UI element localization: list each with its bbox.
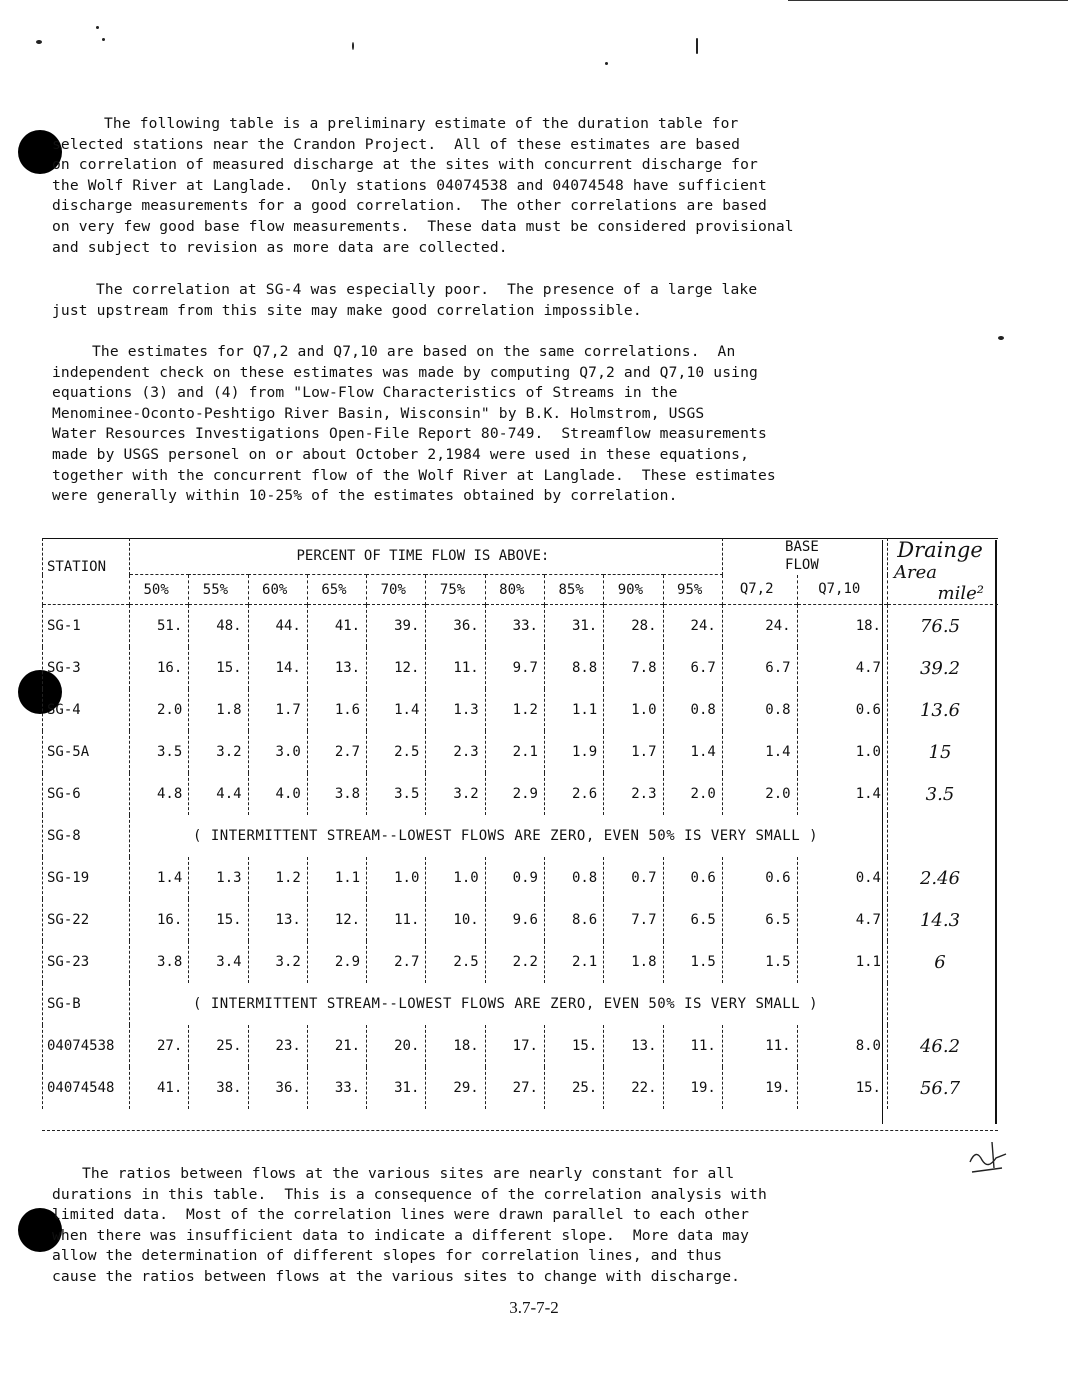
- drainage-area-cell: 76.5: [919, 615, 961, 637]
- value-cell: 4.8: [130, 773, 189, 815]
- value-cell: 7.7: [604, 899, 663, 941]
- value-cell: 4.7: [797, 899, 887, 941]
- value-cell: 33.: [485, 605, 544, 648]
- drainage-area-cell: [888, 983, 999, 1025]
- value-cell: 6.5: [722, 899, 797, 941]
- value-cell: 3.8: [307, 773, 366, 815]
- value-cell: 1.2: [248, 857, 307, 899]
- value-cell: 24.: [722, 605, 797, 648]
- value-cell: 6.5: [663, 899, 722, 941]
- value-cell: 4.0: [248, 773, 307, 815]
- base-flow-header-2: FLOW: [785, 557, 819, 573]
- text-line: on very few good base flow measurements. These data must be considered provisional: [52, 217, 794, 235]
- table-row: [43, 983, 999, 1025]
- value-cell: 1.1: [544, 689, 603, 731]
- column-header: 50%: [130, 575, 189, 605]
- drainage-header-line-1: Drainge: [897, 538, 983, 562]
- station-cell: 04074538: [43, 1025, 130, 1067]
- text-line: cause the ratios between flows at the various sites to change with discharge.: [52, 1267, 741, 1285]
- drainage-area-cell: 14.3: [919, 909, 961, 931]
- column-header: 95%: [663, 575, 722, 605]
- value-cell: 1.2: [485, 689, 544, 731]
- value-cell: 1.7: [604, 731, 663, 773]
- text-line: just upstream from this site may make good correlation impossible.: [52, 301, 642, 319]
- value-cell: 1.1: [797, 941, 887, 983]
- page-number: 3.7-7-2: [509, 1298, 559, 1317]
- text-line: when there was insufficient data to indicate a different slope. More data may: [52, 1226, 750, 1244]
- text-line: independent check on these estimates was made by computing Q7,2 and Q7,10 using: [52, 363, 758, 381]
- text-line: The following table is a preliminary estimate of the duration table for: [104, 115, 739, 132]
- value-cell: 25.: [189, 1025, 248, 1067]
- table-row: [43, 1067, 999, 1109]
- column-header: 55%: [189, 575, 248, 605]
- value-cell: 36.: [426, 605, 485, 648]
- value-cell: 0.6: [722, 857, 797, 899]
- value-cell: 1.6: [307, 689, 366, 731]
- drainage-header: [888, 538, 999, 605]
- column-header: Q7,2: [722, 575, 797, 605]
- column-header: 65%: [307, 575, 366, 605]
- value-cell: 12.: [307, 899, 366, 941]
- value-cell: 1.0: [797, 731, 887, 773]
- scan-speck: [96, 26, 99, 29]
- value-cell: 0.7: [604, 857, 663, 899]
- value-cell: 3.2: [426, 773, 485, 815]
- column-header: 75%: [426, 575, 485, 605]
- value-cell: 0.6: [797, 689, 887, 731]
- value-cell: 2.1: [485, 731, 544, 773]
- value-cell: 13.: [307, 647, 366, 689]
- value-cell: 2.2: [485, 941, 544, 983]
- intro-paragraph: [52, 114, 892, 258]
- value-cell: 1.3: [426, 689, 485, 731]
- text-line: Menominee-Oconto-Peshtigo River Basin, Wisconsin" by B.K. Holmstrom, USGS: [52, 404, 705, 422]
- value-cell: 15.: [189, 647, 248, 689]
- text-line: together with the concurrent flow of the Wolf River at Langlade. These estimates: [52, 466, 776, 484]
- table-bottom-rule: [42, 1130, 998, 1131]
- value-cell: 1.0: [367, 857, 426, 899]
- value-cell: 11.: [367, 899, 426, 941]
- value-cell: 28.: [604, 605, 663, 648]
- value-cell: 17.: [485, 1025, 544, 1067]
- value-cell: 1.7: [248, 689, 307, 731]
- station-cell: SG-22: [43, 899, 130, 941]
- value-cell: 7.8: [604, 647, 663, 689]
- drainage-area-cell: 56.7: [919, 1077, 961, 1099]
- value-cell: 1.5: [722, 941, 797, 983]
- value-cell: 3.0: [248, 731, 307, 773]
- drainage-area-cell: 39.2: [919, 657, 961, 679]
- intermittent-note: ( INTERMITTENT STREAM--LOWEST FLOWS ARE ZERO, EVEN 50% IS VERY SMALL ): [130, 983, 888, 1025]
- station-cell: SG-B: [43, 983, 130, 1025]
- value-cell: 2.5: [367, 731, 426, 773]
- value-cell: 13.: [248, 899, 307, 941]
- value-cell: 3.5: [367, 773, 426, 815]
- table-row: [43, 689, 999, 731]
- table-row: [43, 899, 999, 941]
- value-cell: 3.2: [189, 731, 248, 773]
- station-header-spacer: [43, 575, 130, 605]
- table-row: [43, 1025, 999, 1067]
- value-cell: 25.: [544, 1067, 603, 1109]
- value-cell: 15.: [544, 1025, 603, 1067]
- value-cell: 2.7: [307, 731, 366, 773]
- value-cell: 9.6: [485, 899, 544, 941]
- value-cell: 0.4: [797, 857, 887, 899]
- station-cell: SG-3: [43, 647, 130, 689]
- text-line: discharge measurements for a good correlation. The other correlations are based: [52, 197, 767, 215]
- value-cell: 1.8: [189, 689, 248, 731]
- value-cell: 11.: [426, 647, 485, 689]
- text-line: The ratios between flows at the various sites are nearly constant for all: [82, 1165, 735, 1182]
- value-cell: 2.3: [426, 731, 485, 773]
- text-line: allow the determination of different slopes for correlation lines, and thus: [52, 1247, 723, 1265]
- value-cell: 31.: [367, 1067, 426, 1109]
- table-row: [43, 647, 999, 689]
- station-cell: SG-5A: [43, 731, 130, 773]
- table-row: [43, 815, 999, 857]
- value-cell: 48.: [189, 605, 248, 648]
- station-cell: 04074548: [43, 1067, 130, 1109]
- value-cell: 11.: [722, 1025, 797, 1067]
- drainage-area-cell: 2.46: [919, 867, 961, 889]
- value-cell: 18.: [797, 605, 887, 648]
- column-header: 90%: [604, 575, 663, 605]
- value-cell: 22.: [604, 1067, 663, 1109]
- value-cell: 29.: [426, 1067, 485, 1109]
- value-cell: 2.0: [722, 773, 797, 815]
- text-line: limited data. Most of the correlation lines were drawn parallel to each other: [52, 1206, 750, 1224]
- value-cell: 0.8: [722, 689, 797, 731]
- value-cell: 39.: [367, 605, 426, 648]
- value-cell: 41.: [307, 605, 366, 648]
- scan-speck: [696, 38, 698, 54]
- value-cell: 21.: [307, 1025, 366, 1067]
- value-cell: 2.0: [130, 689, 189, 731]
- value-cell: 1.4: [797, 773, 887, 815]
- text-line: selected stations near the Crandon Project. All of these estimates are based: [52, 135, 741, 153]
- value-cell: 16.: [130, 647, 189, 689]
- value-cell: 51.: [130, 605, 189, 648]
- station-cell: SG-8: [43, 815, 130, 857]
- sg4-paragraph: [52, 280, 892, 321]
- text-line: equations (3) and (4) from "Low-Flow Characteristics of Streams in the: [52, 384, 678, 402]
- value-cell: 3.2: [248, 941, 307, 983]
- percent-header: PERCENT OF TIME FLOW IS ABOVE:: [130, 538, 723, 575]
- value-cell: 33.: [307, 1067, 366, 1109]
- value-cell: 1.4: [367, 689, 426, 731]
- station-cell: SG-6: [43, 773, 130, 815]
- value-cell: 4.7: [797, 647, 887, 689]
- value-cell: 8.6: [544, 899, 603, 941]
- value-cell: 1.4: [130, 857, 189, 899]
- value-cell: 1.0: [426, 857, 485, 899]
- value-cell: 2.9: [307, 941, 366, 983]
- scan-edge-line: [788, 0, 1068, 1]
- value-cell: 23.: [248, 1025, 307, 1067]
- value-cell: 36.: [248, 1067, 307, 1109]
- value-cell: 20.: [367, 1025, 426, 1067]
- text-line: and subject to revision as more data are collected.: [52, 238, 508, 256]
- value-cell: 2.3: [604, 773, 663, 815]
- value-cell: 27.: [485, 1067, 544, 1109]
- drainage-header-line-2: Area: [894, 562, 937, 583]
- value-cell: 18.: [426, 1025, 485, 1067]
- value-cell: 38.: [189, 1067, 248, 1109]
- value-cell: 41.: [130, 1067, 189, 1109]
- value-cell: 2.9: [485, 773, 544, 815]
- column-header: 60%: [248, 575, 307, 605]
- value-cell: 12.: [367, 647, 426, 689]
- text-line: Water Resources Investigations Open-File Report 80-749. Streamflow measurements: [52, 425, 767, 443]
- station-cell: SG-23: [43, 941, 130, 983]
- column-header: Q7,10: [797, 575, 887, 605]
- drainage-area-cell: 6: [934, 951, 946, 973]
- value-cell: 9.7: [485, 647, 544, 689]
- text-line: were generally within 10-25% of the estimates obtained by correlation.: [52, 487, 678, 505]
- value-cell: 13.: [604, 1025, 663, 1067]
- value-cell: 2.0: [663, 773, 722, 815]
- value-cell: 3.8: [130, 941, 189, 983]
- value-cell: 1.9: [544, 731, 603, 773]
- value-cell: 14.: [248, 647, 307, 689]
- value-cell: 1.1: [307, 857, 366, 899]
- station-cell: SG-19: [43, 857, 130, 899]
- value-cell: 1.4: [663, 731, 722, 773]
- value-cell: 11.: [663, 1025, 722, 1067]
- value-cell: 1.4: [722, 731, 797, 773]
- drainage-area-cell: 46.2: [919, 1035, 961, 1057]
- table-row: [43, 857, 999, 899]
- value-cell: 19.: [722, 1067, 797, 1109]
- drainage-header-line-3: mile²: [937, 583, 984, 604]
- value-cell: 15.: [797, 1067, 887, 1109]
- value-cell: 1.0: [604, 689, 663, 731]
- drainage-area-cell: 15: [928, 741, 952, 763]
- text-line: made by USGS personel on or about October 2,1984 were used in these equations,: [52, 445, 750, 463]
- value-cell: 0.8: [663, 689, 722, 731]
- value-cell: 2.7: [367, 941, 426, 983]
- scan-speck: [605, 62, 608, 65]
- table-row: [43, 605, 999, 648]
- value-cell: 10.: [426, 899, 485, 941]
- value-cell: 44.: [248, 605, 307, 648]
- value-cell: 19.: [663, 1067, 722, 1109]
- value-cell: 16.: [130, 899, 189, 941]
- value-cell: 3.5: [130, 731, 189, 773]
- value-cell: 6.7: [663, 647, 722, 689]
- scan-speck: [102, 38, 105, 41]
- column-header: 80%: [485, 575, 544, 605]
- value-cell: 3.4: [189, 941, 248, 983]
- text-line: The estimates for Q7,2 and Q7,10 are based on the same correlations. An: [92, 343, 736, 360]
- table-row: [43, 941, 999, 983]
- value-cell: 1.8: [604, 941, 663, 983]
- station-cell: SG-4: [43, 689, 130, 731]
- value-cell: 2.1: [544, 941, 603, 983]
- drainage-area-cell: 3.5: [925, 783, 955, 805]
- value-cell: 8.0: [797, 1025, 887, 1067]
- text-line: durations in this table. This is a consequence of the correlation analysis with: [52, 1185, 767, 1203]
- table-row: [43, 731, 999, 773]
- value-cell: 24.: [663, 605, 722, 648]
- station-cell: SG-1: [43, 605, 130, 648]
- station-header: STATION: [43, 538, 130, 575]
- ratios-paragraph: [52, 1164, 892, 1288]
- scan-speck: [36, 40, 42, 44]
- value-cell: 31.: [544, 605, 603, 648]
- estimates-paragraph: [52, 342, 892, 507]
- text-line: The correlation at SG-4 was especially poor. The presence of a large lake: [96, 281, 758, 298]
- value-cell: 27.: [130, 1025, 189, 1067]
- scan-speck: [998, 336, 1004, 340]
- intermittent-note: ( INTERMITTENT STREAM--LOWEST FLOWS ARE ZERO, EVEN 50% IS VERY SMALL ): [130, 815, 888, 857]
- base-flow-header-1: [722, 538, 887, 575]
- table-row: [43, 773, 999, 815]
- scan-speck: [352, 42, 354, 50]
- drainage-area-cell: [888, 815, 999, 857]
- value-cell: 2.6: [544, 773, 603, 815]
- value-cell: 1.5: [663, 941, 722, 983]
- value-cell: 1.3: [189, 857, 248, 899]
- value-cell: 0.9: [485, 857, 544, 899]
- value-cell: 0.8: [544, 857, 603, 899]
- drainage-area-cell: 13.6: [919, 699, 961, 721]
- value-cell: 8.8: [544, 647, 603, 689]
- text-line: on correlation of measured discharge at the sites with concurrent discharge for: [52, 156, 758, 174]
- base-flow-header-1-text: BASE: [785, 539, 819, 555]
- value-cell: 15.: [189, 899, 248, 941]
- value-cell: 2.5: [426, 941, 485, 983]
- column-header: 70%: [367, 575, 426, 605]
- duration-table: [42, 538, 998, 1109]
- text-line: the Wolf River at Langlade. Only stations 04074538 and 04074548 have sufficient: [52, 176, 767, 194]
- value-cell: 4.4: [189, 773, 248, 815]
- value-cell: 6.7: [722, 647, 797, 689]
- handwritten-mark-icon: [966, 1138, 1012, 1178]
- value-cell: 0.6: [663, 857, 722, 899]
- column-header: 85%: [544, 575, 603, 605]
